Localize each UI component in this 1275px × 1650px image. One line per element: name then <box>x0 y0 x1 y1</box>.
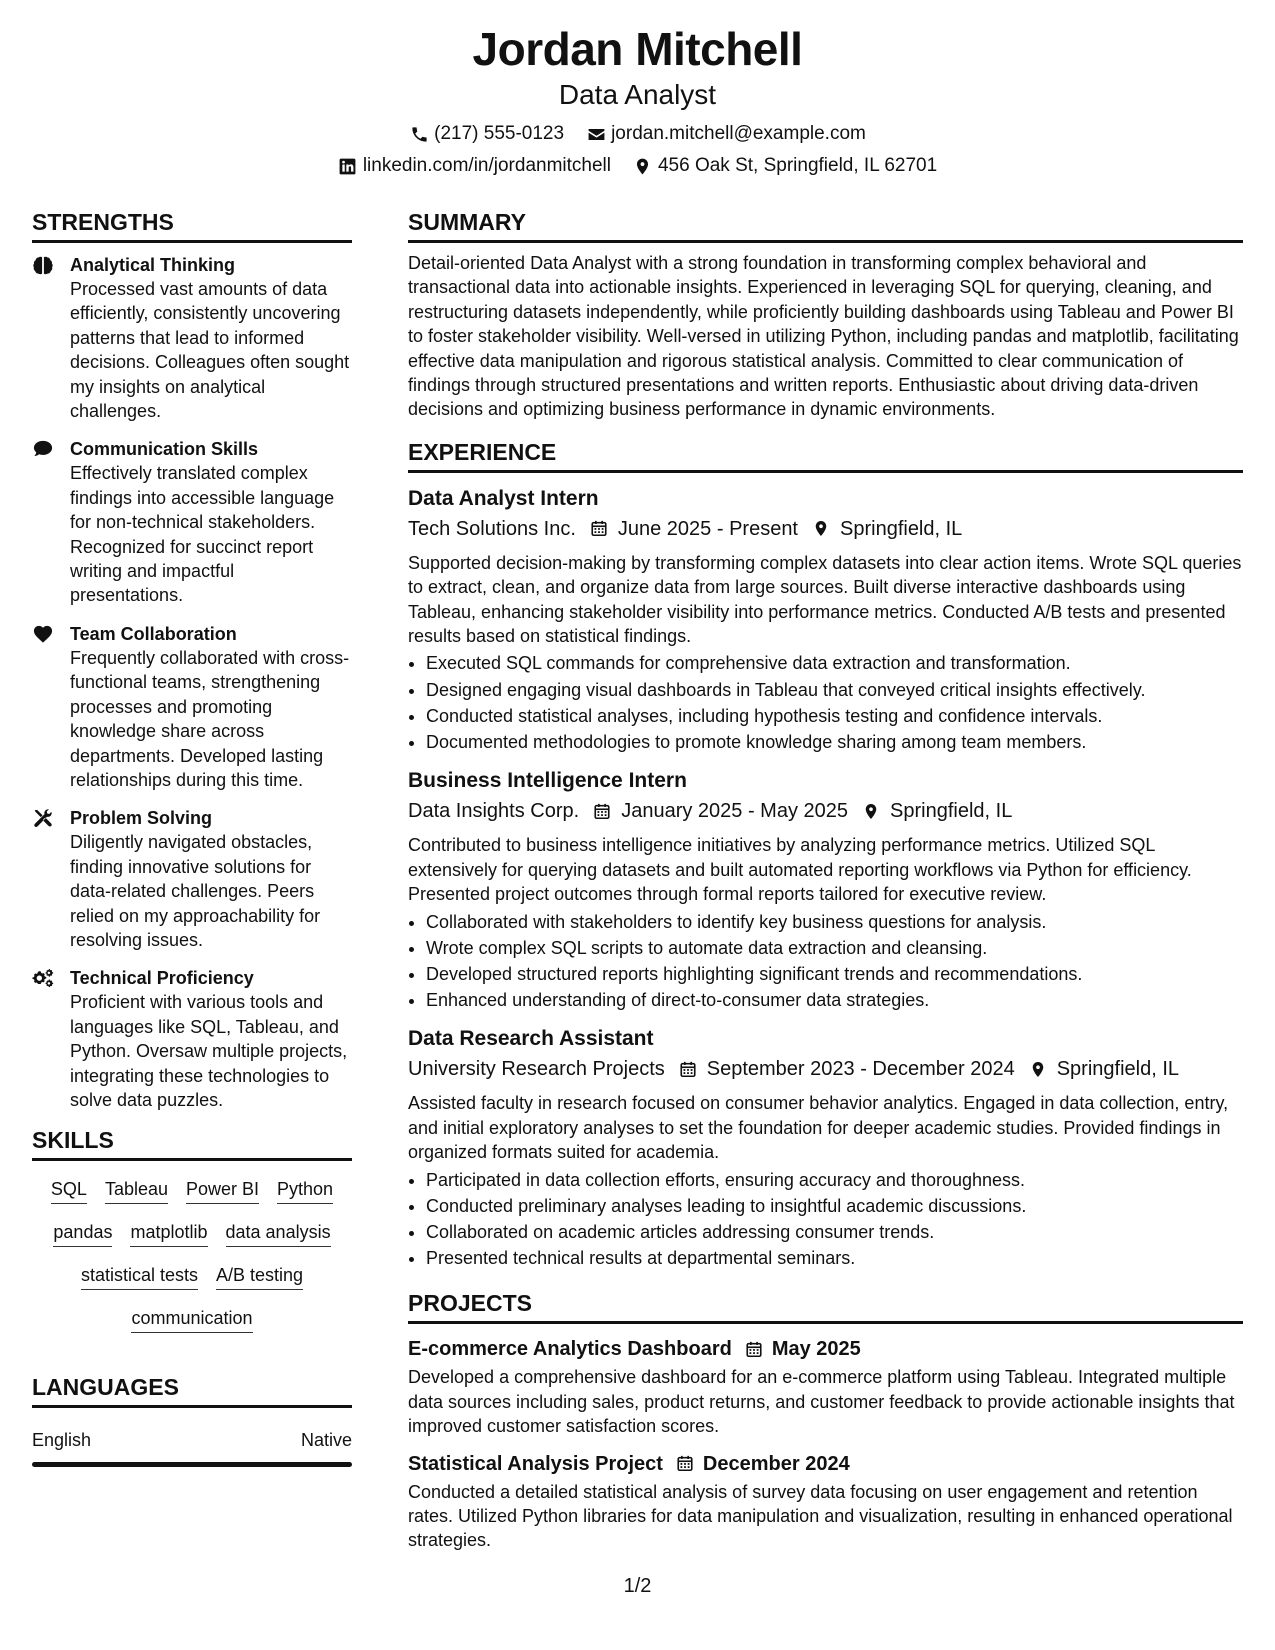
heart-icon <box>32 622 56 792</box>
project-header <box>408 1336 1243 1362</box>
phone-icon <box>409 124 429 144</box>
language-row <box>32 1428 352 1452</box>
calendar-icon <box>678 1059 698 1079</box>
skill-tag: pandas <box>53 1218 112 1247</box>
job-entry <box>408 767 1243 1013</box>
job-title: Business Intelligence Intern <box>408 769 687 793</box>
project-description: Conducted a detailed statistical analysis of survey data focusing on user engagement and retention rates. Utilized Python libraries for data manipulation and visualization, resulting in enhanced operational strategies. <box>408 1481 1233 1551</box>
skill-tag: SQL <box>51 1175 87 1204</box>
skill-tag: statistical tests <box>81 1261 198 1290</box>
bullet-item: • Collaborated with stakeholders to identify key business questions for analysis. <box>426 909 1243 935</box>
project-date: May 2025 <box>771 1338 861 1361</box>
strength-item <box>32 806 352 952</box>
job-bullets <box>408 909 1243 1014</box>
phone-text: (217) 555-0123 <box>434 123 565 144</box>
experience-heading: EXPERIENCE <box>408 438 1243 473</box>
strength-item <box>32 966 352 1112</box>
bullet-item: • Conducted statistical analyses, including hypothesis testing and confidence intervals. <box>426 703 1243 729</box>
candidate-name: Jordan Mitchell <box>472 23 803 75</box>
skill-tag: Python <box>277 1175 333 1204</box>
project-date: December 2024 <box>702 1452 850 1475</box>
strength-desc: Diligently navigated obstacles, finding innovative solutions for data-related challenges. Peers relied on my approachability for resolving issues. <box>70 832 321 950</box>
bullet-item: • Designed engaging visual dashboards in Tableau that conveyed critical insights effectively. <box>426 677 1243 703</box>
strength-desc: Effectively translated complex findings into accessible language for non-technical stakeholders. Recognized for succinct report writing and impactful presentations. <box>70 463 335 606</box>
linkedin-icon <box>338 156 358 176</box>
strength-item <box>32 437 352 607</box>
calendar-icon <box>592 801 612 821</box>
job-dates: January 2025 - May 2025 <box>621 800 849 823</box>
bullet-item: • Enhanced understanding of direct-to-consumer data strategies. <box>426 987 1243 1013</box>
project-entry <box>408 1336 1243 1438</box>
job-description: Supported decision-making by transforming complex datasets into clear action items. Wrote SQL queries to extract, clean, and organize data from large sources. Built diverse interactive dashboards using Tableau, enhancing stakeholder visibility into performance metrics. Conducted A/B tests and presented results based on statistical findings. <box>408 552 1242 647</box>
skill-tag: matplotlib <box>130 1218 207 1247</box>
project-description: Developed a comprehensive dashboard for an e-commerce platform using Tableau. Integrated multiple data sources including sales, product returns, and customer feedback to provide actionable insights that improved customer satisfaction scores. <box>408 1367 1235 1437</box>
phone-contact[interactable] <box>409 122 564 146</box>
gears-icon <box>32 966 56 1112</box>
strength-title: Problem Solving <box>70 808 213 829</box>
strengths-heading: STRENGTHS <box>32 208 352 243</box>
address-contact <box>633 154 937 178</box>
job-location: Springfield, IL <box>1056 1058 1180 1081</box>
job-description: Assisted faculty in research focused on consumer behavior analytics. Engaged in data collection, entry, and initial exploratory analyses to set the foundation for deeper academic studies. Provided findings in organized formats suited for academia. <box>408 1093 1229 1163</box>
skill-tag: communication <box>131 1304 252 1333</box>
job-location: Springfield, IL <box>890 800 1013 823</box>
job-company: Data Insights Corp. <box>408 800 580 823</box>
skill-tag: data analysis <box>226 1218 331 1247</box>
email-contact[interactable] <box>586 122 866 146</box>
project-title: E-commerce Analytics Dashboard <box>408 1338 732 1361</box>
bullet-item: • Presented technical results at departmental seminars. <box>426 1245 1243 1271</box>
calendar-icon <box>589 519 609 539</box>
linkedin-text: linkedin.com/in/jordanmitchell <box>362 155 611 176</box>
strength-title: Analytical Thinking <box>70 255 236 275</box>
job-company: University Research Projects <box>408 1058 665 1081</box>
candidate-role: Data Analyst <box>558 79 717 110</box>
map-pin-icon <box>861 801 881 821</box>
job-entry <box>408 485 1243 755</box>
job-location: Springfield, IL <box>840 517 963 540</box>
strengths-list <box>32 253 352 1112</box>
project-entry <box>408 1451 1243 1553</box>
skills-section <box>32 1126 352 1333</box>
bullet-item: • Executed SQL commands for comprehensive data extraction and transformation. <box>426 650 1243 676</box>
left-column <box>32 208 352 1467</box>
job-description: Contributed to business intelligence initiatives by analyzing performance metrics. Utilized SQL extensively for querying datasets and built automated reporting workflows via Python for efficiency. Presented project outcomes through formal reports tailored for executive review. <box>408 835 1192 905</box>
job-meta <box>408 1055 1243 1083</box>
projects-heading: PROJECTS <box>408 1289 1243 1324</box>
strength-desc: Frequently collaborated with cross-functional teams, strengthening processes and promoting knowledge share across departments. Developed lasting relationships during this time. <box>70 647 350 790</box>
map-pin-icon <box>633 156 653 176</box>
calendar-icon <box>744 1339 764 1359</box>
job-title: Data Analyst Intern <box>408 486 599 510</box>
skill-tag: Tableau <box>105 1175 168 1204</box>
skills-list <box>32 1161 352 1333</box>
tools-icon <box>32 806 56 952</box>
envelope-icon <box>586 124 606 144</box>
bullet-item: • Developed structured reports highlighting significant trends and recommendations. <box>426 961 1243 987</box>
email-text: jordan.mitchell@example.com <box>611 123 866 144</box>
page-number: 1/2 <box>623 1575 652 1597</box>
languages-heading: LANGUAGES <box>32 1373 352 1408</box>
calendar-icon <box>675 1454 695 1474</box>
strength-desc: Processed vast amounts of data efficiently, consistently uncovering patterns that lead to informed decisions. Colleagues often sought my insights on analytical challenges. <box>70 279 350 422</box>
job-meta <box>408 797 1243 825</box>
bullet-item: • Conducted preliminary analyses leading to insightful academic discussions. <box>426 1193 1243 1219</box>
strength-title: Team Collaboration <box>70 623 237 644</box>
project-title: Statistical Analysis Project <box>408 1452 663 1475</box>
projects-section <box>408 1289 1243 1552</box>
contact-row-1 <box>0 122 1275 146</box>
address-text: 456 Oak St, Springfield, IL 62701 <box>657 155 938 176</box>
map-pin-icon <box>1028 1059 1048 1079</box>
language-name: English <box>32 1430 92 1451</box>
skill-tag: A/B testing <box>216 1261 303 1290</box>
skills-heading: SKILLS <box>32 1126 352 1161</box>
experience-section <box>408 438 1243 1272</box>
summary-text: Detail-oriented Data Analyst with a strong foundation in transforming complex behavioral and transactional data into actionable insights. Experienced in leveraging SQL for querying, cleaning, and restructuring datasets independently, while proficiently building dashboards using Tableau and Power BI to foster stakeholder visibility. Well-versed in utilizing Python, including pandas and matplotlib, facilitating effective data manipulation and rigorous statistical analysis. Committed to clear communication of findings through structured presentations and written reports. Enthusiastic about driving data-driven decisions and optimizing business performance in dynamic environments. <box>408 253 1239 420</box>
summary-heading: SUMMARY <box>408 208 1243 243</box>
resume-header <box>0 22 1275 178</box>
language-level-bar <box>32 1462 352 1467</box>
job-meta <box>408 515 1243 543</box>
strength-desc: Proficient with various tools and languages like SQL, Tableau, and Python. Oversaw multiple projects, integrating these technologies to solve data puzzles. <box>70 992 348 1110</box>
skill-tag: Power BI <box>186 1175 259 1204</box>
project-header <box>408 1451 1243 1477</box>
job-dates: September 2023 - December 2024 <box>706 1058 1015 1081</box>
right-column <box>408 208 1243 1553</box>
job-bullets <box>408 650 1243 755</box>
strength-title: Communication Skills <box>70 439 259 460</box>
job-title: Data Research Assistant <box>408 1027 654 1051</box>
strength-item <box>32 253 352 423</box>
linkedin-contact[interactable] <box>338 154 611 178</box>
map-pin-icon <box>811 519 831 539</box>
language-level: Native <box>300 1430 352 1451</box>
bullet-item: • Documented methodologies to promote knowledge sharing among team members. <box>426 729 1243 755</box>
job-dates: June 2025 - Present <box>617 517 798 540</box>
languages-section <box>32 1373 352 1467</box>
job-entry <box>408 1025 1243 1271</box>
bullet-item: • Participated in data collection efforts, ensuring accuracy and thoroughness. <box>426 1167 1243 1193</box>
bullet-item: • Collaborated on academic articles addressing consumer trends. <box>426 1219 1243 1245</box>
bullet-item: • Wrote complex SQL scripts to automate data extraction and cleansing. <box>426 935 1243 961</box>
job-bullets <box>408 1167 1243 1272</box>
contact-row-2 <box>0 154 1275 178</box>
brain-icon <box>32 253 56 423</box>
strength-item <box>32 622 352 792</box>
job-company: Tech Solutions Inc. <box>408 517 576 540</box>
strength-title: Technical Proficiency <box>70 968 254 989</box>
comment-icon <box>32 437 56 607</box>
